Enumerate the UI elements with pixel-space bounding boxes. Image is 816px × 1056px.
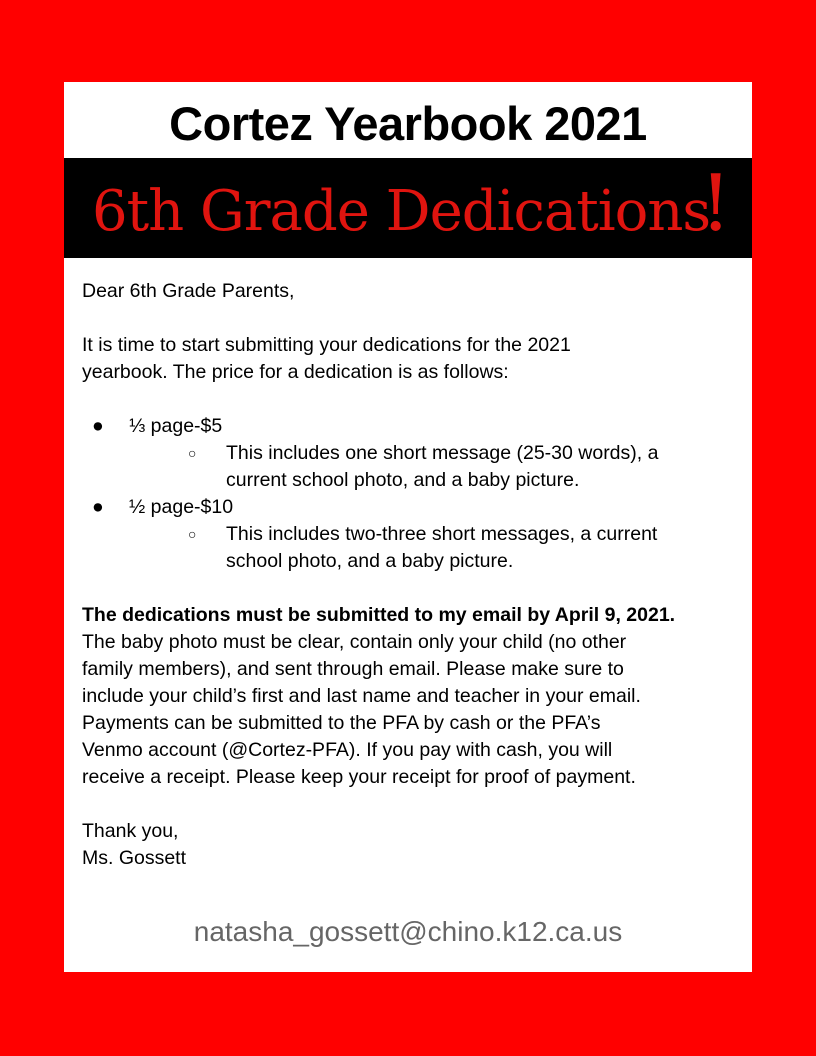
flyer-page	[64, 82, 752, 972]
pricing-detail-line: This includes one short message (25-30 words), a	[226, 442, 659, 464]
banner	[64, 158, 752, 258]
pricing-detail-line: This includes two-three short messages, a current	[226, 523, 658, 545]
pricing-label: ⅓ page-$5	[129, 415, 223, 437]
instruction-line: family members), and sent through email. Please make sure to	[82, 658, 624, 680]
instruction-line: The baby photo must be clear, contain only your child (no other	[82, 631, 627, 653]
pricing-detail-line: current school photo, and a baby picture.	[226, 469, 580, 491]
sub-bullet-icon: ○	[188, 445, 197, 461]
bullet-icon: ●	[92, 415, 104, 437]
intro-line-1: It is time to start submitting your dedications for the 2021	[82, 334, 571, 356]
letter-body	[82, 278, 742, 872]
contact-email[interactable]: natasha_gossett@chino.k12.ca.us	[193, 916, 623, 947]
flyer-title: Cortez Yearbook 2021	[169, 97, 647, 150]
instruction-line: Payments can be submitted to the PFA by cash or the PFA’s	[82, 712, 601, 734]
banner-exclamation: !	[700, 159, 732, 249]
pricing-detail-line: school photo, and a baby picture.	[226, 550, 514, 572]
bullet-icon: ●	[92, 496, 104, 518]
greeting: Dear 6th Grade Parents,	[82, 280, 295, 302]
instruction-line: receive a receipt. Please keep your receipt for proof of payment.	[82, 766, 636, 788]
pricing-item	[82, 413, 742, 440]
deadline-notice: The dedications must be submitted to my email by April 9, 2021.	[82, 604, 676, 626]
pricing-detail	[82, 440, 742, 494]
pricing-list	[82, 413, 742, 575]
signature: Ms. Gossett	[82, 847, 187, 869]
instruction-line: Venmo account (@Cortez-PFA). If you pay with cash, you will	[82, 739, 613, 761]
instruction-line: include your child’s first and last name and teacher in your email.	[82, 685, 641, 707]
sub-bullet-icon: ○	[188, 526, 197, 542]
closing-thanks: Thank you,	[82, 820, 179, 842]
intro-line-2: yearbook. The price for a dedication is as follows:	[82, 361, 509, 383]
pricing-label: ½ page-$10	[129, 496, 234, 518]
pricing-item	[82, 494, 742, 521]
pricing-detail	[82, 521, 742, 575]
banner-heading: 6th Grade Dedications	[92, 179, 711, 244]
